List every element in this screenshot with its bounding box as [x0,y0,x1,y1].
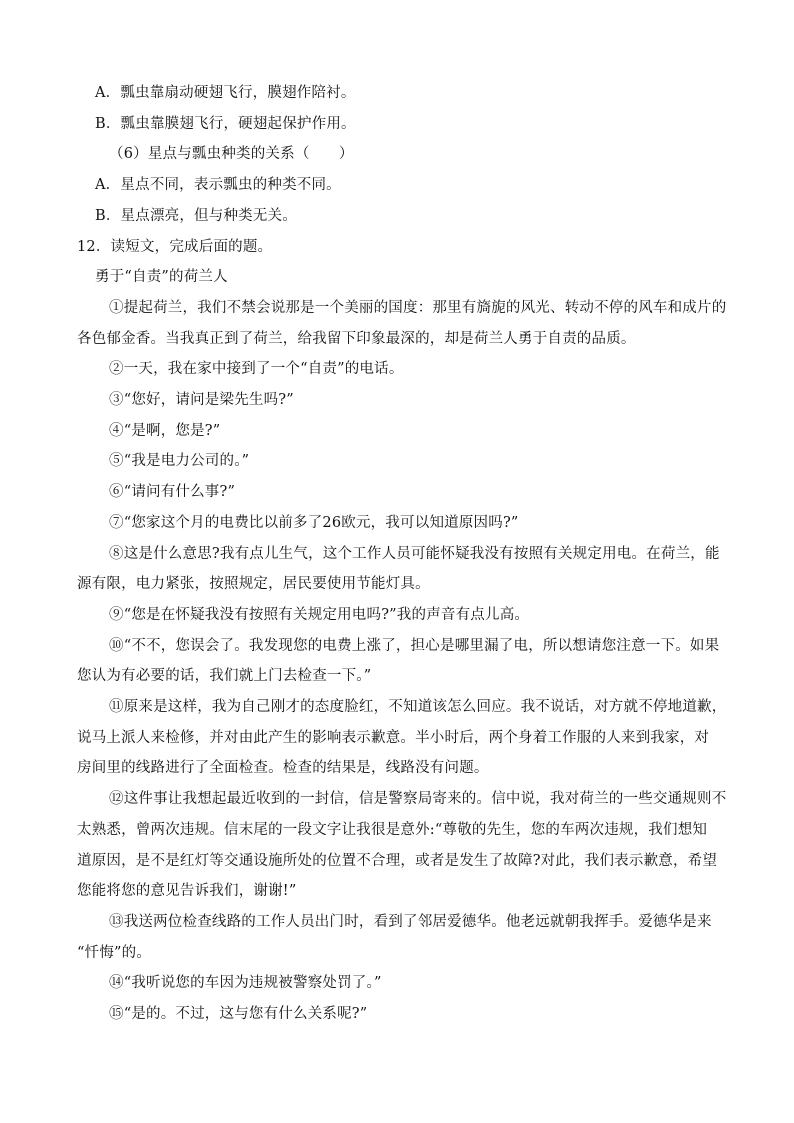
text-line: 道原因，是不是红灯等交通设施所处的位置不合理，或者是发生了故障?对此，我们表示歉意，希望 [77,852,718,869]
text-line: “忏悔”的。 [77,944,152,961]
text-line: 源有限，电力紧张，按照规定，居民要使用节能灯具。 [77,576,430,593]
text-line: ⑫这件事让我想起最近收到的一封信，信是警察局寄来的。信中说，我对荷兰的一些交通规则不 [109,791,727,808]
text-line: ⑩“不不，您误会了。我发现您的电费上涨了，担心是哪里漏了电，所以想请您注意一下。如果 [109,637,720,654]
text-line: （6）星点与瓢虫种类的关系（ ） [109,146,354,163]
text-line: A．瓢虫靠扇动硬翅飞行，膜翅作陪衬。 [95,85,356,101]
document-body [77,78,727,1030]
text-line: ③“您好，请问是梁先生吗?” [109,392,294,409]
text-line: ⑤“我是电力公司的。” [109,453,250,470]
text-line: ⑧这是什么意思?我有点儿生气，这个工作人员可能怀疑我没有按照有关规定用电。在荷兰，能 [109,545,720,562]
text-line: ⑭“我听说您的车因为违规被警察处罚了。” [109,975,382,992]
text-line: ⑬我送两位检查线路的工作人员出门时，看到了邻居爱德华。他老远就朝我挥手。爱德华是来 [109,913,712,930]
text-line: 房间里的线路进行了全面检查。检查的结果是，线路没有问题。 [77,760,489,777]
text-line: ⑨“您是在怀疑我没有按照有关规定用电吗?”我的声音有点儿高。 [109,606,530,623]
text-line: A．星点不同，表示瓢虫的种类不同。 [95,177,341,194]
text-line: ④“是啊，您是?” [109,422,221,439]
text-line: ⑦“您家这个月的电费比以前多了26欧元，我可以知道原因吗?” [109,514,519,531]
text-line: ①提起荷兰，我们不禁会说那是一个美丽的国度：那里有旖旎的风光、转动不停的风车和成片的 [109,299,727,316]
text-line: 您认为有必要的话，我们就上门去检查一下。” [77,668,372,685]
text-line: ⑥“请问有什么事?” [109,484,236,501]
text-line: ⑪原来是这样，我为自己刚才的态度脸红，不知道该怎么回应。我不说话，对方就不停地道歉， [109,699,727,716]
text-line: 太熟悉，曾两次违规。信末尾的一段文字让我很是意外:“尊敬的先生，您的车两次违规，我们想知 [77,821,708,838]
text-line: 您能将您的意见告诉我们，谢谢!” [77,883,297,900]
text-line: 12．读短文，完成后面的题。 [77,238,273,255]
text-line: ②一天，我在家中接到了一个“自责”的电话。 [109,361,404,378]
text-line: B．星点漂亮，但与种类无关。 [95,207,297,224]
text-line: 各色郁金香。当我真正到了荷兰，给我留下印象最深的，却是荷兰人勇于自责的品质。 [77,330,636,347]
text-line: 说马上派人来检修，并对由此产生的影响表示歉意。半小时后，两个身着工作服的人来到我家，对 [77,729,710,746]
text-line: ⑮“是的。不过，这与您有什么关系呢?” [109,1006,368,1023]
text-line: 勇于“自责”的荷兰人 [95,269,228,286]
text-line: B．瓢虫靠膜翅飞行，硬翅起保护作用。 [95,115,356,132]
